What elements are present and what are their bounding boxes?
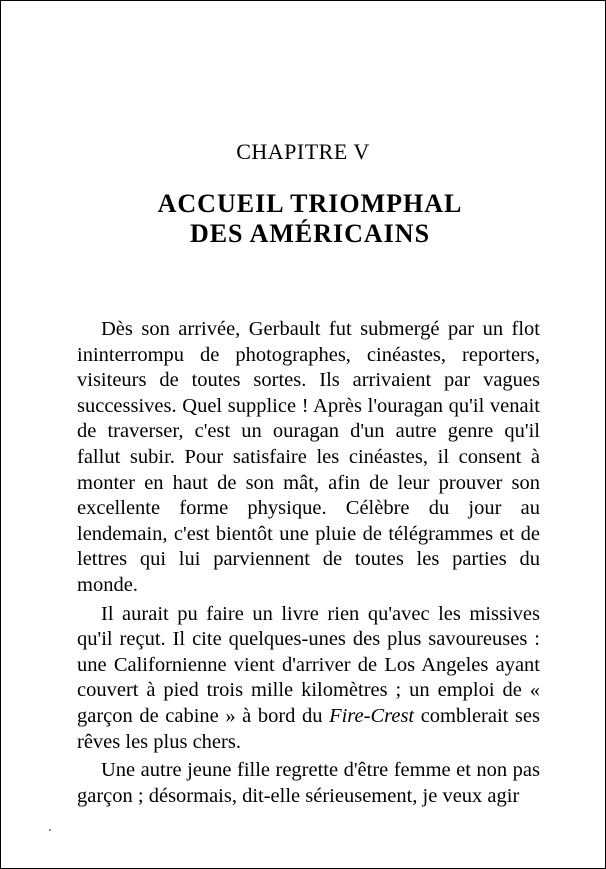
paragraph-2-before: Il aurait pu faire un livre rien qu'avec les missives qu'il reçut. Il cite quelques-unes des plus savoureuses : une Californienne vient d'arriver de Los Angeles ayant couvert à pied trois mille kilomètres ; un emploi de « garçon de cabine » à bord du	[77, 602, 540, 727]
chapter-label: CHAPITRE V	[236, 139, 370, 164]
chapter-title-line-1: ACCUEIL TRIOMPHAL	[157, 189, 463, 218]
boat-name-italic: Fire-Crest	[329, 704, 415, 727]
paragraph-3: Une autre jeune fille regrette d'être femme et non pas garçon ; désormais, dit-elle sérieusement, je veux agir	[77, 759, 540, 807]
paragraph-2-after: comblerait ses rêves les plus chers.	[77, 704, 540, 753]
paragraph-2	[77, 602, 540, 756]
paragraph-1: Dès son arrivée, Gerbault fut submergé par un flot ininterrompu de photographes, cinéastes, reporters, visiteurs de toutes sortes. Ils arrivaient par vagues successives. Quel supplice ! Après l'ouragan qu'il venait de traverser, c'est un ouragan d'un autre genre qu'il fallut subir. Pour satisfaire les cinéastes, il consent à monter en haut de son mât, afin de leur prouver son excellente forme physique. Célèbre du jour au lendemain, c'est bientôt une pluie de télégrammes et de lettres qui lui parviennent de toutes les parties du monde.	[77, 318, 540, 596]
body-text	[77, 317, 540, 812]
chapter-title-line-2: DES AMÉRICAINS	[189, 219, 431, 248]
chapter-title	[1, 189, 606, 249]
scan-speck	[49, 829, 51, 831]
